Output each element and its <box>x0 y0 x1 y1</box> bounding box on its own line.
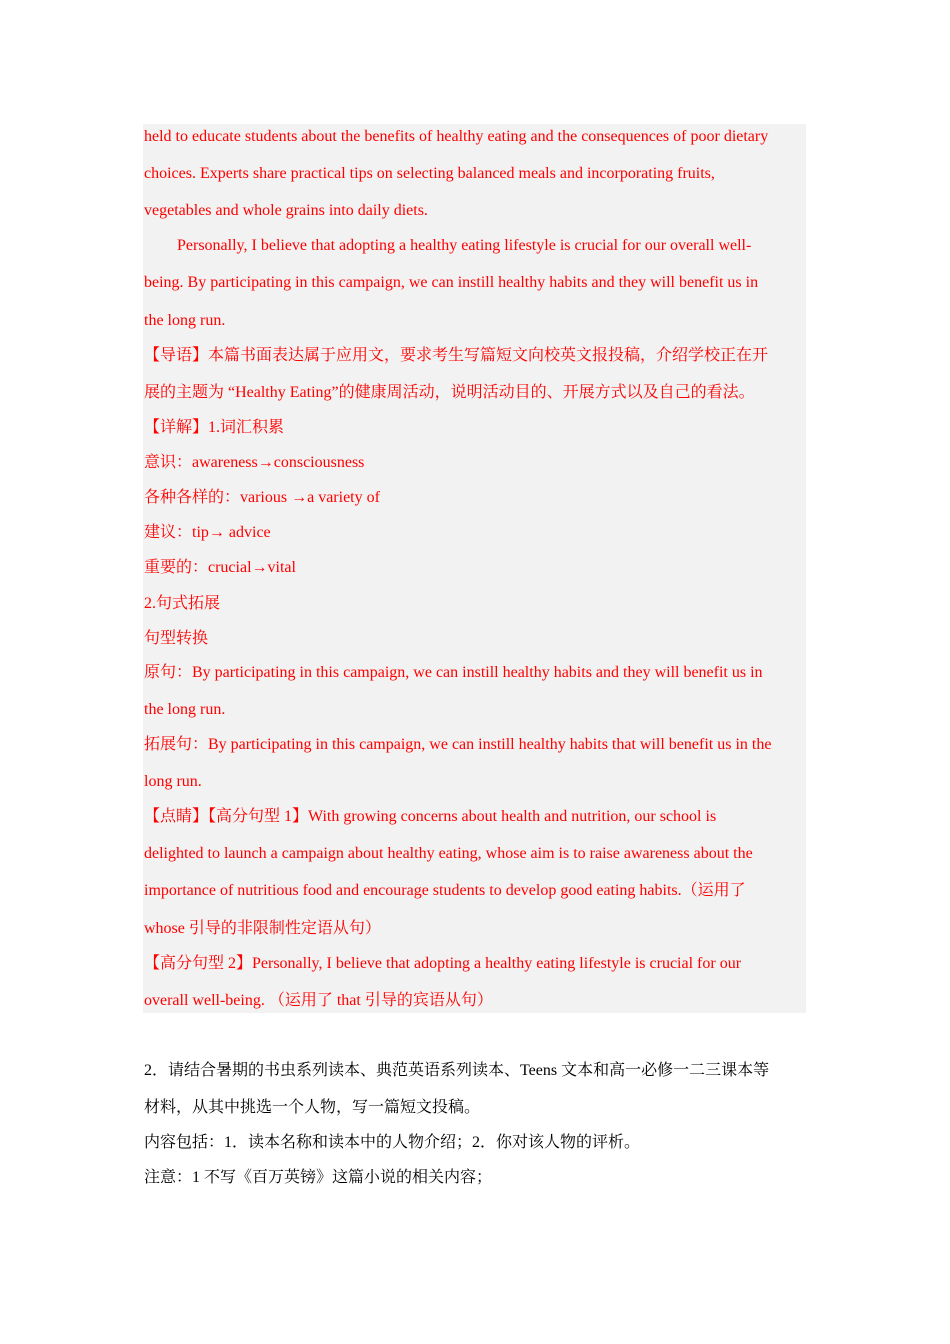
vocab-item: 意识：awareness→consciousness <box>144 454 365 471</box>
question-note-line: 注意：1 不写《百万英镑》这篇小说的相关内容； <box>144 1169 493 1186</box>
highlight-line: importance of nutritious food and encourage students to develop good eating habits.（运用了 <box>144 882 746 899</box>
highlight-line: 【高分句型 2】Personally, I believe that adopting a healthy eating lifestyle is crucial for our <box>144 955 742 972</box>
highlight-line: whose 引导的非限制性定语从句） <box>144 920 381 937</box>
answer-line: being. By participating in this campaign, we can instill healthy habits and they will benefit us in <box>144 274 759 291</box>
answer-line: held to educate students about the benefits of healthy eating and the consequences of poor dietary <box>144 128 769 145</box>
answer-line: the long run. <box>144 312 226 329</box>
expanded-sentence-cont: long run. <box>144 773 202 790</box>
answer-line: choices. Experts share practical tips on selecting balanced meals and incorporating fruits, <box>144 165 715 182</box>
question-line: 材料，从其中挑选一个人物，写一篇短文投稿。 <box>144 1099 481 1116</box>
question-content-line: 内容包括：1．读本名称和读本中的人物介绍；2．你对该人物的评析。 <box>144 1134 641 1151</box>
guide-line: 展的主题为 “Healthy Eating”的健康周活动，说明活动目的、开展方式以及自己的看法。 <box>144 384 755 401</box>
vocab-item: 重要的：crucial→vital <box>144 559 296 576</box>
expanded-sentence: 拓展句：By participating in this campaign, we can instill healthy habits that will benefit us in the <box>144 736 772 753</box>
answer-line: vegetables and whole grains into daily diets. <box>144 202 428 219</box>
vocab-item: 各种各样的：various →a variety of <box>144 489 380 506</box>
detail-heading: 【详解】1.词汇积累 <box>144 419 285 436</box>
section-heading: 2.句式拓展 <box>144 595 221 612</box>
highlight-line: delighted to launch a campaign about healthy eating, whose aim is to raise awareness about the <box>144 845 753 862</box>
guide-heading-line: 【导语】本篇书面表达属于应用文，要求考生写篇短文向校英文报投稿，介绍学校正在开 <box>144 347 769 364</box>
highlight-line: 【点睛】【高分句型 1】With growing concerns about health and nutrition, our school is <box>144 808 717 825</box>
highlight-line: overall well-being. （运用了 that 引导的宾语从句） <box>144 992 493 1009</box>
original-sentence-cont: the long run. <box>144 701 226 718</box>
vocab-item: 建议：tip→ advice <box>144 524 271 541</box>
original-sentence: 原句：By participating in this campaign, we can instill healthy habits and they will benefit us in <box>144 664 763 681</box>
answer-line: Personally, I believe that adopting a healthy eating lifestyle is crucial for our overall well- <box>177 237 752 254</box>
question-line: 2．请结合暑期的书虫系列读本、典范英语系列读本、Teens 文本和高一必修一二三课本等 <box>144 1062 770 1079</box>
subsection-heading: 句型转换 <box>144 630 209 647</box>
